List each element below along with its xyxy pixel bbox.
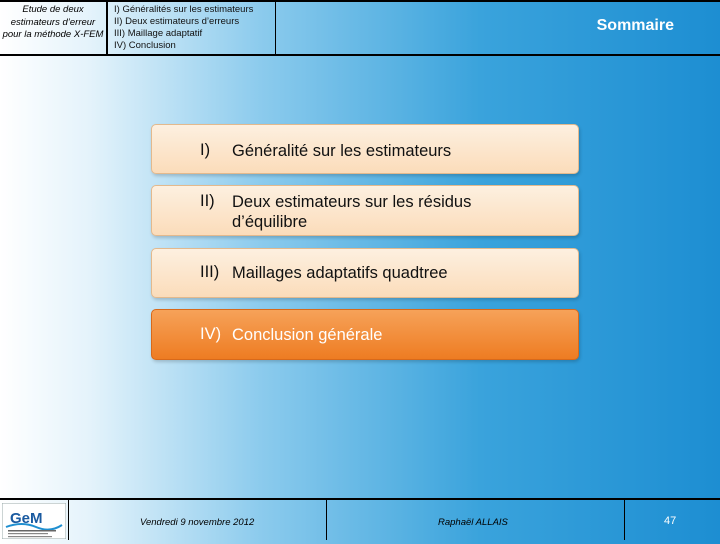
menu-item-label-line2: d’équilibre (232, 213, 308, 231)
header-divider-2 (275, 2, 276, 54)
menu-item-label (232, 192, 471, 232)
page-number: 47 (664, 515, 677, 527)
outline-item-3[interactable]: III) Maillage adaptatif (114, 28, 203, 39)
menu-item-label: Maillages adaptatifs quadtree (232, 264, 448, 282)
document-title: Etude de deux estimateurs d’erreur pour la méthode X-FEM (2, 4, 104, 40)
outline-item-2[interactable]: II) Deux estimateurs d’erreurs (114, 16, 240, 27)
menu-item-1[interactable] (151, 124, 579, 174)
menu-item-label-line1: Deux estimateurs sur les résidus (232, 193, 472, 211)
footer-author: Raphaël ALLAIS (438, 517, 508, 528)
outline-list (114, 4, 274, 52)
menu-item-number: II) (200, 192, 215, 210)
logo-text: GeM (10, 510, 43, 527)
menu-item-number: I) (200, 141, 211, 159)
outline-item-1[interactable]: I) Généralités sur les estimateurs (114, 4, 254, 15)
gem-logo-icon (2, 503, 66, 539)
menu-item-label: Généralité sur les estimateurs (232, 142, 452, 160)
footer-divider-3 (624, 500, 625, 540)
outline-item-4[interactable]: IV) Conclusion (114, 40, 176, 51)
footer-divider-1 (68, 500, 69, 540)
menu-item-2[interactable] (151, 185, 579, 236)
footer-date: Vendredi 9 novembre 2012 (140, 517, 255, 528)
menu-item-label: Conclusion générale (232, 326, 383, 344)
menu-item-number: IV) (200, 325, 222, 343)
header-divider (106, 2, 108, 54)
footer-divider-2 (326, 500, 327, 540)
header-bar (0, 0, 720, 56)
footer-bar (0, 498, 720, 540)
section-title: Sommaire (596, 17, 674, 34)
institution-logo (2, 503, 66, 539)
menu-item-4-active[interactable] (151, 309, 579, 360)
menu-item-number: III) (200, 263, 220, 281)
menu-item-3[interactable] (151, 248, 579, 298)
